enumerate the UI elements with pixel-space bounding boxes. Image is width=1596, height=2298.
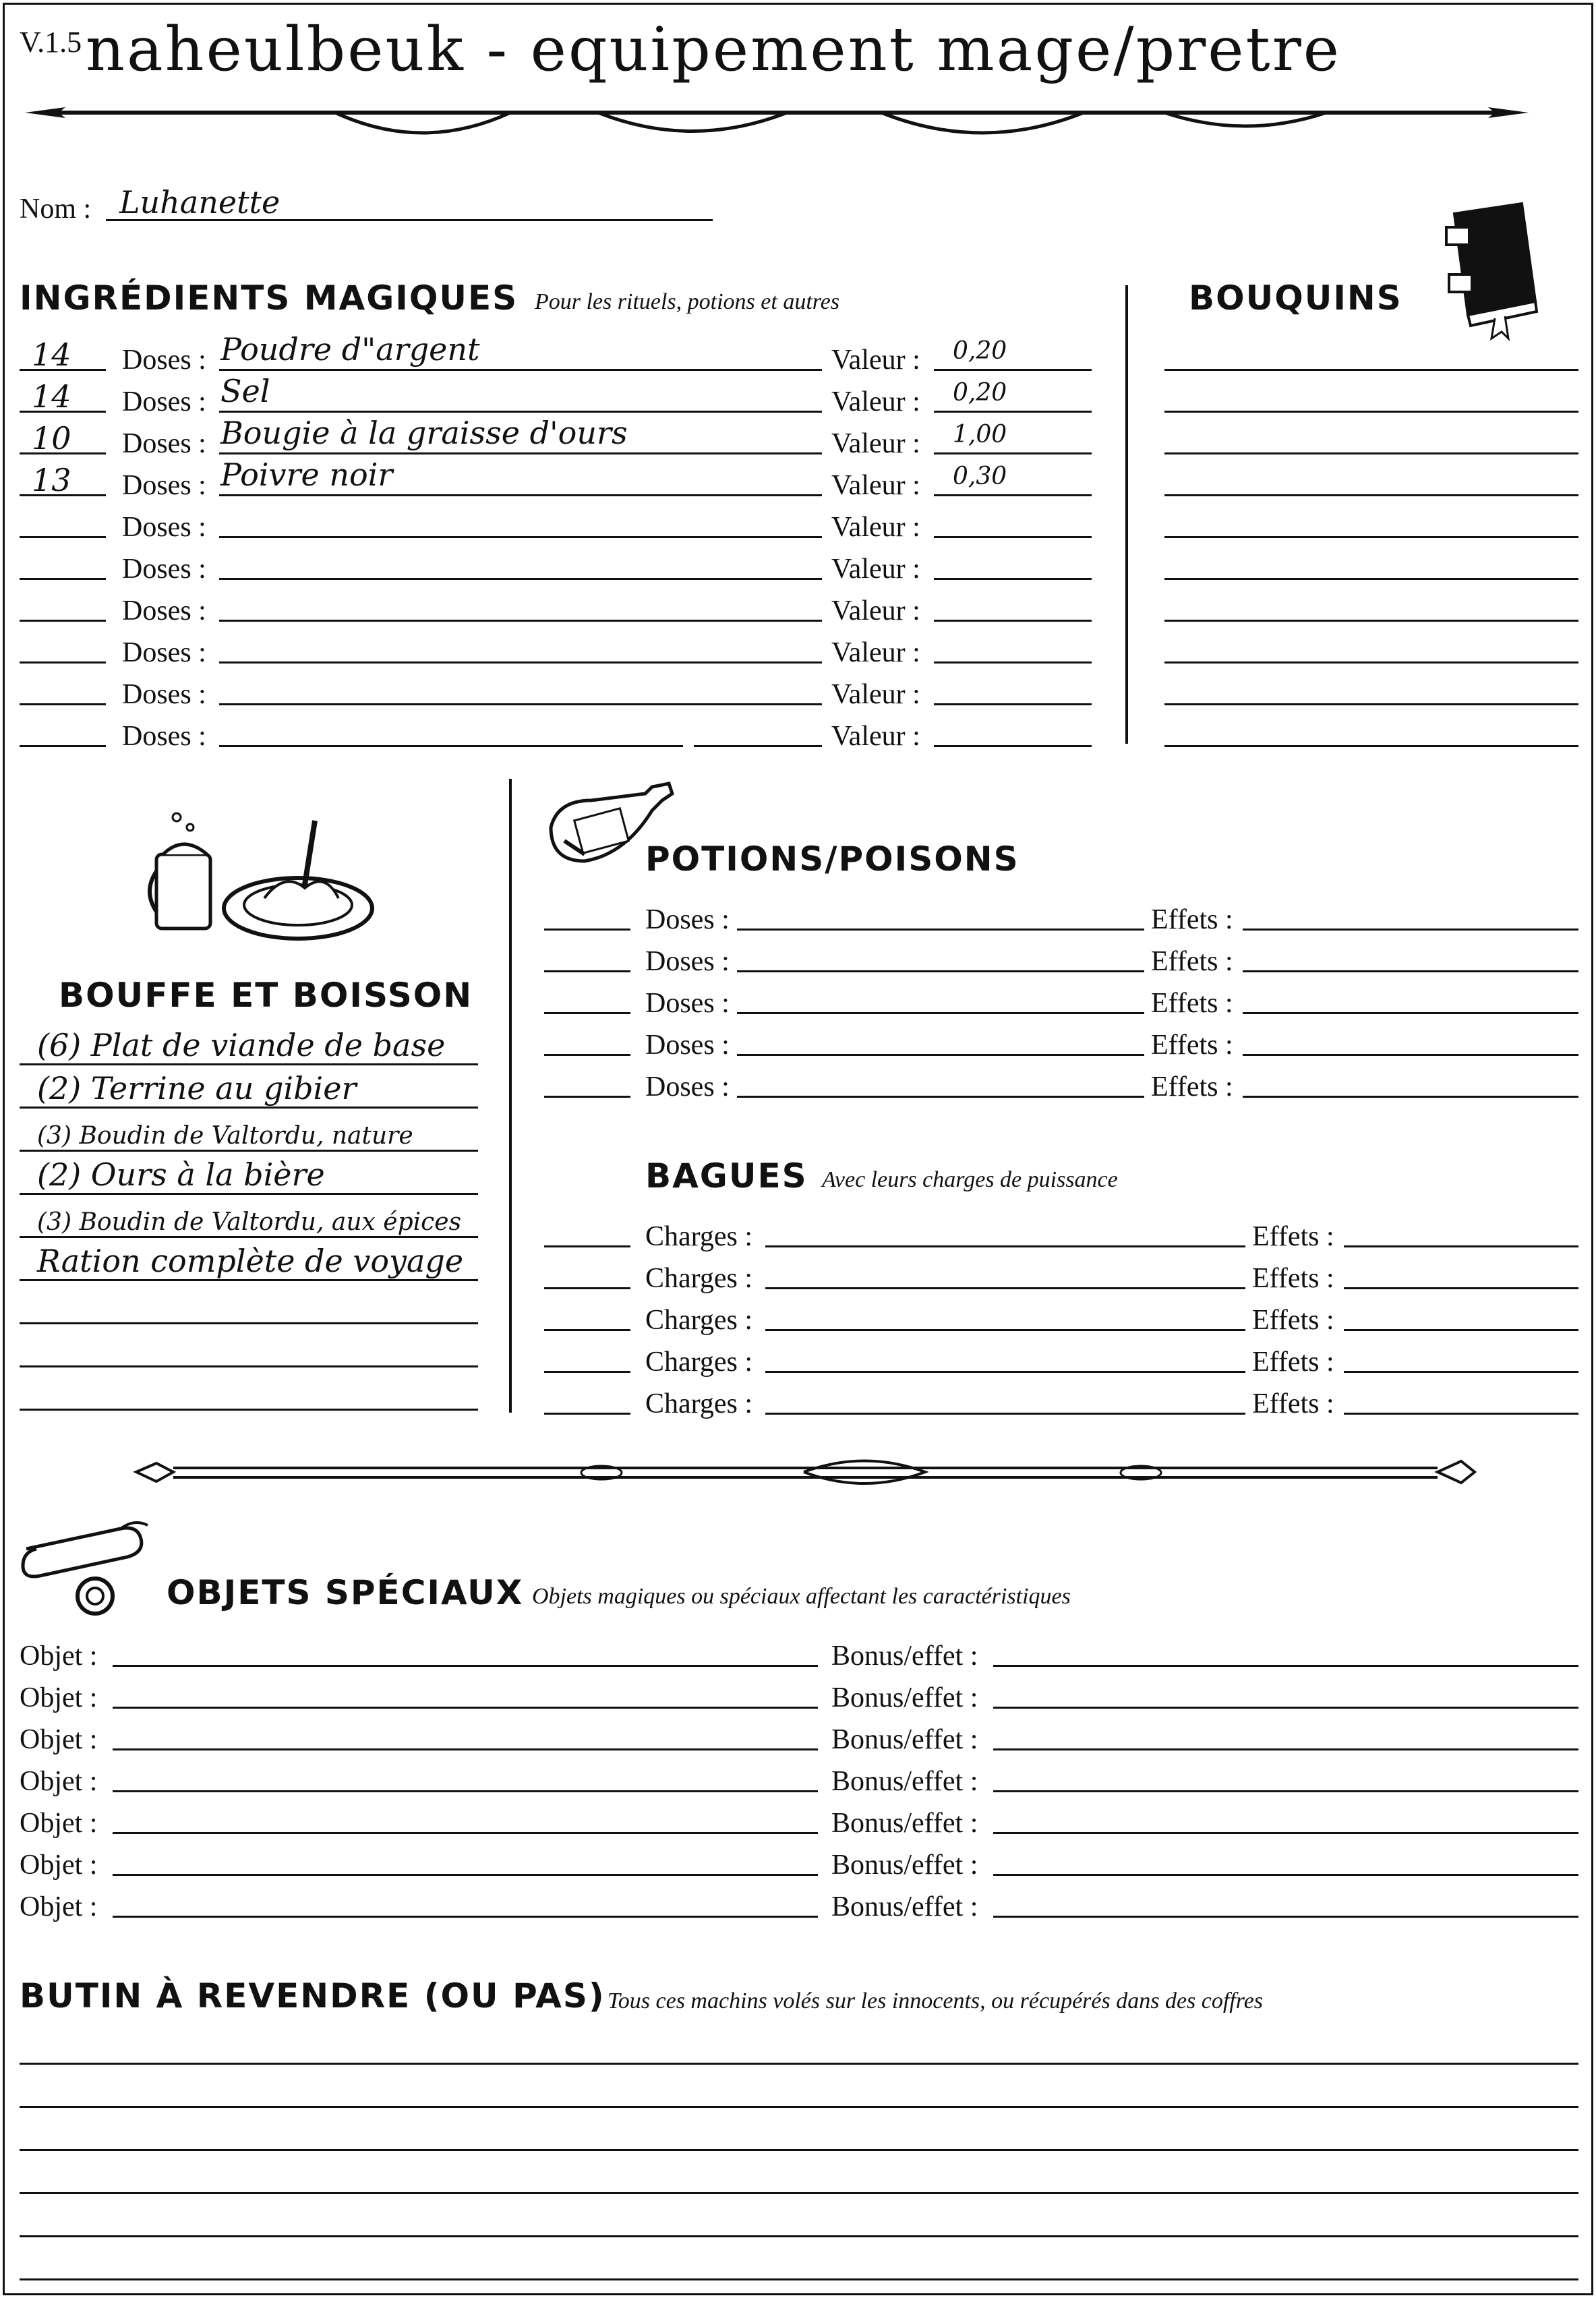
objet-bonus-label: Bonus/effet : bbox=[831, 1808, 978, 1839]
ingredient-qty[interactable]: 14 bbox=[32, 378, 71, 415]
objet-line[interactable] bbox=[113, 1832, 818, 1834]
objet-bonus-line[interactable] bbox=[993, 1707, 1578, 1709]
bouquin-line[interactable] bbox=[1164, 452, 1578, 454]
ingredients-title: INGRÉDIENTS MAGIQUES bbox=[20, 278, 519, 318]
bague-effets-line[interactable] bbox=[1344, 1413, 1578, 1415]
bague-charges-label: Charges : bbox=[645, 1388, 753, 1419]
objet-bonus-line[interactable] bbox=[993, 1665, 1578, 1667]
ingredient-name-line bbox=[219, 452, 822, 454]
bouffe-line bbox=[20, 1279, 478, 1281]
bouffe-item[interactable]: (3) Boudin de Valtordu, nature bbox=[37, 1122, 413, 1150]
version-label: V.1.5 bbox=[20, 26, 82, 59]
ingredient-doses-label: Doses : bbox=[122, 554, 206, 585]
ingredient-doses-label: Doses : bbox=[122, 637, 206, 668]
potion-effets-line[interactable] bbox=[1243, 929, 1578, 931]
spear-divider-icon bbox=[18, 92, 1535, 153]
staff-divider-icon bbox=[129, 1446, 1478, 1500]
ingredient-qty[interactable]: 10 bbox=[32, 420, 71, 456]
objet-label: Objet : bbox=[20, 1682, 98, 1713]
bouffe-line bbox=[20, 1365, 478, 1367]
objet-bonus-line[interactable] bbox=[993, 1790, 1578, 1792]
objet-bonus-label: Bonus/effet : bbox=[831, 1682, 978, 1713]
ingredient-value[interactable]: 1,00 bbox=[953, 421, 1007, 448]
bague-qty-line[interactable] bbox=[544, 1371, 630, 1373]
objet-bonus-line[interactable] bbox=[993, 1748, 1578, 1750]
scroll-ring-icon bbox=[20, 1515, 161, 1623]
bague-qty-line[interactable] bbox=[544, 1329, 630, 1331]
ingredient-qty[interactable]: 13 bbox=[32, 462, 71, 498]
potion-qty-line[interactable] bbox=[544, 1054, 630, 1056]
bague-charges-line[interactable] bbox=[765, 1329, 1245, 1331]
bague-effets-line[interactable] bbox=[1344, 1287, 1578, 1289]
potion-doses-label: Doses : bbox=[645, 1071, 730, 1102]
ingredient-value-line bbox=[934, 369, 1092, 371]
objets-title: OBJETS SPÉCIAUX bbox=[167, 1573, 524, 1612]
objet-line[interactable] bbox=[113, 1748, 818, 1750]
ingredient-valeur-label: Valeur : bbox=[831, 721, 920, 752]
ingredient-value[interactable]: 0,30 bbox=[953, 463, 1007, 490]
ingredient-doses-label: Doses : bbox=[122, 679, 206, 710]
ingredient-name-line bbox=[219, 745, 683, 747]
ingredient-doses-label: Doses : bbox=[122, 428, 206, 459]
butin-subtitle: Tous ces machins volés sur les innocents, ou récupérés dans des coffres bbox=[608, 1988, 1264, 2013]
bouffe-line bbox=[20, 1063, 478, 1065]
bouffe-item[interactable]: (6) Plat de viande de base bbox=[37, 1027, 446, 1063]
bague-qty-line[interactable] bbox=[544, 1287, 630, 1289]
ingredient-valeur-label: Valeur : bbox=[831, 428, 920, 459]
ingredient-valeur-label: Valeur : bbox=[831, 386, 920, 417]
ingredient-value[interactable]: 0,20 bbox=[953, 379, 1007, 407]
bouquins-title: BOUQUINS bbox=[1189, 278, 1402, 318]
bouquin-line[interactable] bbox=[1164, 745, 1578, 747]
bouquin-line[interactable] bbox=[1164, 369, 1578, 371]
bouffe-item[interactable]: (3) Boudin de Valtordu, aux épices bbox=[37, 1208, 462, 1236]
name-value[interactable]: Luhanette bbox=[119, 184, 280, 220]
potion-qty-line[interactable] bbox=[544, 1012, 630, 1014]
objet-label: Objet : bbox=[20, 1766, 98, 1797]
objet-line[interactable] bbox=[113, 1874, 818, 1876]
butin-line[interactable] bbox=[20, 2192, 1578, 2194]
ingredient-valeur-label: Valeur : bbox=[831, 512, 920, 543]
bague-qty-line[interactable] bbox=[544, 1245, 630, 1247]
ingredient-valeur-label: Valeur : bbox=[831, 470, 920, 501]
butin-line[interactable] bbox=[20, 2278, 1578, 2280]
objets-subtitle: Objets magiques ou spéciaux affectant les caractéristiques bbox=[532, 1584, 1071, 1609]
butin-line[interactable] bbox=[20, 2235, 1578, 2237]
ingredient-qty-line bbox=[20, 578, 106, 580]
objet-bonus-line[interactable] bbox=[993, 1916, 1578, 1918]
potion-effets-label: Effets : bbox=[1151, 988, 1233, 1019]
page-title: naheulbeuk - equipement mage/pretre bbox=[86, 14, 1341, 85]
ingredient-value[interactable]: 0,20 bbox=[953, 337, 1007, 365]
ingredient-qty[interactable]: 14 bbox=[32, 336, 71, 373]
bague-effets-line[interactable] bbox=[1344, 1329, 1578, 1331]
objet-bonus-label: Bonus/effet : bbox=[831, 1850, 978, 1881]
bouffe-item[interactable]: (2) Terrine au gibier bbox=[37, 1070, 357, 1107]
ingredient-doses-label: Doses : bbox=[122, 345, 206, 376]
objet-line[interactable] bbox=[113, 1707, 818, 1709]
ingredient-valeur-label: Valeur : bbox=[831, 554, 920, 585]
bouffe-line bbox=[20, 1107, 478, 1109]
bouffe-line bbox=[20, 1150, 478, 1152]
ingredient-name-line bbox=[219, 494, 822, 496]
ingredient-name-line bbox=[219, 369, 822, 371]
ingredient-name-line bbox=[694, 745, 822, 747]
food-icon bbox=[143, 807, 379, 949]
ingredient-valeur-label: Valeur : bbox=[831, 637, 920, 668]
objet-line[interactable] bbox=[113, 1665, 818, 1667]
objet-label: Objet : bbox=[20, 1850, 98, 1881]
bague-charges-line[interactable] bbox=[765, 1371, 1245, 1373]
bouffe-item[interactable]: Ration complète de voyage bbox=[37, 1243, 464, 1279]
ingredient-valeur-label: Valeur : bbox=[831, 679, 920, 710]
objet-label: Objet : bbox=[20, 1641, 98, 1672]
ingredient-name-line bbox=[219, 703, 822, 705]
book-icon bbox=[1441, 200, 1542, 342]
potion-qty-line[interactable] bbox=[544, 929, 630, 931]
bague-charges-label: Charges : bbox=[645, 1263, 753, 1294]
bouquin-line[interactable] bbox=[1164, 661, 1578, 664]
bague-effets-label: Effets : bbox=[1252, 1221, 1334, 1252]
objet-label: Objet : bbox=[20, 1724, 98, 1755]
bague-charges-line[interactable] bbox=[765, 1287, 1245, 1289]
bouquin-line[interactable] bbox=[1164, 494, 1578, 496]
ingredients-subtitle: Pour les rituels, potions et autres bbox=[535, 289, 840, 314]
objet-bonus-label: Bonus/effet : bbox=[831, 1891, 978, 1922]
ingredient-doses-label: Doses : bbox=[122, 470, 206, 501]
ingredient-name-line bbox=[219, 536, 822, 538]
potion-doses-label: Doses : bbox=[645, 946, 730, 977]
objet-bonus-label: Bonus/effet : bbox=[831, 1724, 978, 1755]
bouquin-line[interactable] bbox=[1164, 536, 1578, 538]
bague-effets-label: Effets : bbox=[1252, 1263, 1334, 1294]
potion-name-line[interactable] bbox=[737, 1096, 1144, 1098]
objet-bonus-label: Bonus/effet : bbox=[831, 1641, 978, 1672]
potion-effets-line[interactable] bbox=[1243, 1096, 1578, 1098]
potion-effets-line[interactable] bbox=[1243, 1054, 1578, 1056]
ingredient-name[interactable]: Poivre noir bbox=[220, 456, 393, 493]
ingredient-value-line bbox=[934, 620, 1092, 622]
bouffe-line bbox=[20, 1236, 478, 1238]
bouffe-line bbox=[20, 1409, 478, 1411]
ingredient-value-line bbox=[934, 452, 1092, 454]
butin-title: BUTIN À REVENDRE (OU PAS) bbox=[20, 1976, 605, 2015]
ingredient-valeur-label: Valeur : bbox=[831, 345, 920, 376]
potion-doses-label: Doses : bbox=[645, 988, 730, 1019]
objet-label: Objet : bbox=[20, 1891, 98, 1922]
ingredient-qty-line bbox=[20, 536, 106, 538]
bouquin-line[interactable] bbox=[1164, 620, 1578, 622]
objet-line[interactable] bbox=[113, 1916, 818, 1918]
ingredient-valeur-label: Valeur : bbox=[831, 595, 920, 626]
ingredient-qty-line bbox=[20, 661, 106, 664]
potion-effets-line[interactable] bbox=[1243, 1012, 1578, 1014]
ingredient-name-line bbox=[219, 578, 822, 580]
ingredient-doses-label: Doses : bbox=[122, 512, 206, 543]
bague-effets-label: Effets : bbox=[1252, 1388, 1334, 1419]
ingredient-value-line bbox=[934, 703, 1092, 705]
ingredient-value-line bbox=[934, 536, 1092, 538]
ingredient-value-line bbox=[934, 578, 1092, 580]
bague-charges-label: Charges : bbox=[645, 1347, 753, 1378]
potion-name-line[interactable] bbox=[737, 929, 1144, 931]
ingredient-qty-line bbox=[20, 703, 106, 705]
bouffe-title: BOUFFE ET BOISSON bbox=[59, 976, 473, 1015]
potion-name-line[interactable] bbox=[737, 1054, 1144, 1056]
objet-label: Objet : bbox=[20, 1808, 98, 1839]
potion-name-line[interactable] bbox=[737, 970, 1144, 972]
bague-effets-line[interactable] bbox=[1344, 1371, 1578, 1373]
potion-qty-line[interactable] bbox=[544, 1096, 630, 1098]
bouffe-line bbox=[20, 1193, 478, 1195]
objet-bonus-line[interactable] bbox=[993, 1874, 1578, 1876]
ingredient-qty-line bbox=[20, 620, 106, 622]
potion-effets-label: Effets : bbox=[1151, 904, 1233, 935]
bague-effets-label: Effets : bbox=[1252, 1347, 1334, 1378]
potion-effets-line[interactable] bbox=[1243, 970, 1578, 972]
ingredient-qty-line bbox=[20, 745, 106, 747]
bague-charges-line[interactable] bbox=[765, 1245, 1245, 1247]
bouffe-line bbox=[20, 1322, 478, 1324]
potion-doses-label: Doses : bbox=[645, 1030, 730, 1061]
ingredient-name-line bbox=[219, 661, 822, 664]
bague-qty-line[interactable] bbox=[544, 1413, 630, 1415]
ingredient-name-line bbox=[219, 411, 822, 413]
objet-bonus-line[interactable] bbox=[993, 1832, 1578, 1834]
bague-effets-label: Effets : bbox=[1252, 1305, 1334, 1336]
bague-charges-line[interactable] bbox=[765, 1413, 1245, 1415]
ingredient-doses-label: Doses : bbox=[122, 721, 206, 752]
ingredient-doses-label: Doses : bbox=[122, 595, 206, 626]
ingredient-name[interactable]: Sel bbox=[220, 373, 270, 409]
bouquin-line[interactable] bbox=[1164, 703, 1578, 705]
bague-effets-line[interactable] bbox=[1344, 1245, 1578, 1247]
bouffe-item[interactable]: (2) Ours à la bière bbox=[37, 1156, 325, 1193]
butin-line[interactable] bbox=[20, 2106, 1578, 2108]
ingredient-value-line bbox=[934, 745, 1092, 747]
potion-effets-label: Effets : bbox=[1151, 946, 1233, 977]
ingredient-value-line bbox=[934, 494, 1092, 496]
bague-charges-label: Charges : bbox=[645, 1221, 753, 1252]
name-label: Nom : bbox=[20, 194, 92, 225]
ingredient-value-line bbox=[934, 661, 1092, 664]
potion-effets-label: Effets : bbox=[1151, 1071, 1233, 1102]
potion-effets-label: Effets : bbox=[1151, 1030, 1233, 1061]
ingredient-doses-label: Doses : bbox=[122, 386, 206, 417]
bouquin-line[interactable] bbox=[1164, 578, 1578, 580]
potions-title: POTIONS/POISONS bbox=[645, 839, 1019, 879]
objet-line[interactable] bbox=[113, 1790, 818, 1792]
ingredient-name[interactable]: Bougie à la graisse d'ours bbox=[220, 415, 628, 451]
bouquin-line[interactable] bbox=[1164, 411, 1578, 413]
bagues-title: BAGUES bbox=[645, 1156, 808, 1196]
ingredient-name-line bbox=[219, 620, 822, 622]
butin-line[interactable] bbox=[20, 2149, 1578, 2151]
ingredient-value-line bbox=[934, 411, 1092, 413]
potion-doses-label: Doses : bbox=[645, 904, 730, 935]
butin-line[interactable] bbox=[20, 2063, 1578, 2065]
objet-bonus-label: Bonus/effet : bbox=[831, 1766, 978, 1797]
potion-qty-line[interactable] bbox=[544, 970, 630, 972]
equipment-sheet bbox=[3, 3, 1593, 2295]
bague-charges-label: Charges : bbox=[645, 1305, 753, 1336]
potion-name-line[interactable] bbox=[737, 1012, 1144, 1014]
bagues-subtitle: Avec leurs charges de puissance bbox=[822, 1167, 1118, 1192]
ingredient-name[interactable]: Poudre d"argent bbox=[220, 331, 480, 367]
